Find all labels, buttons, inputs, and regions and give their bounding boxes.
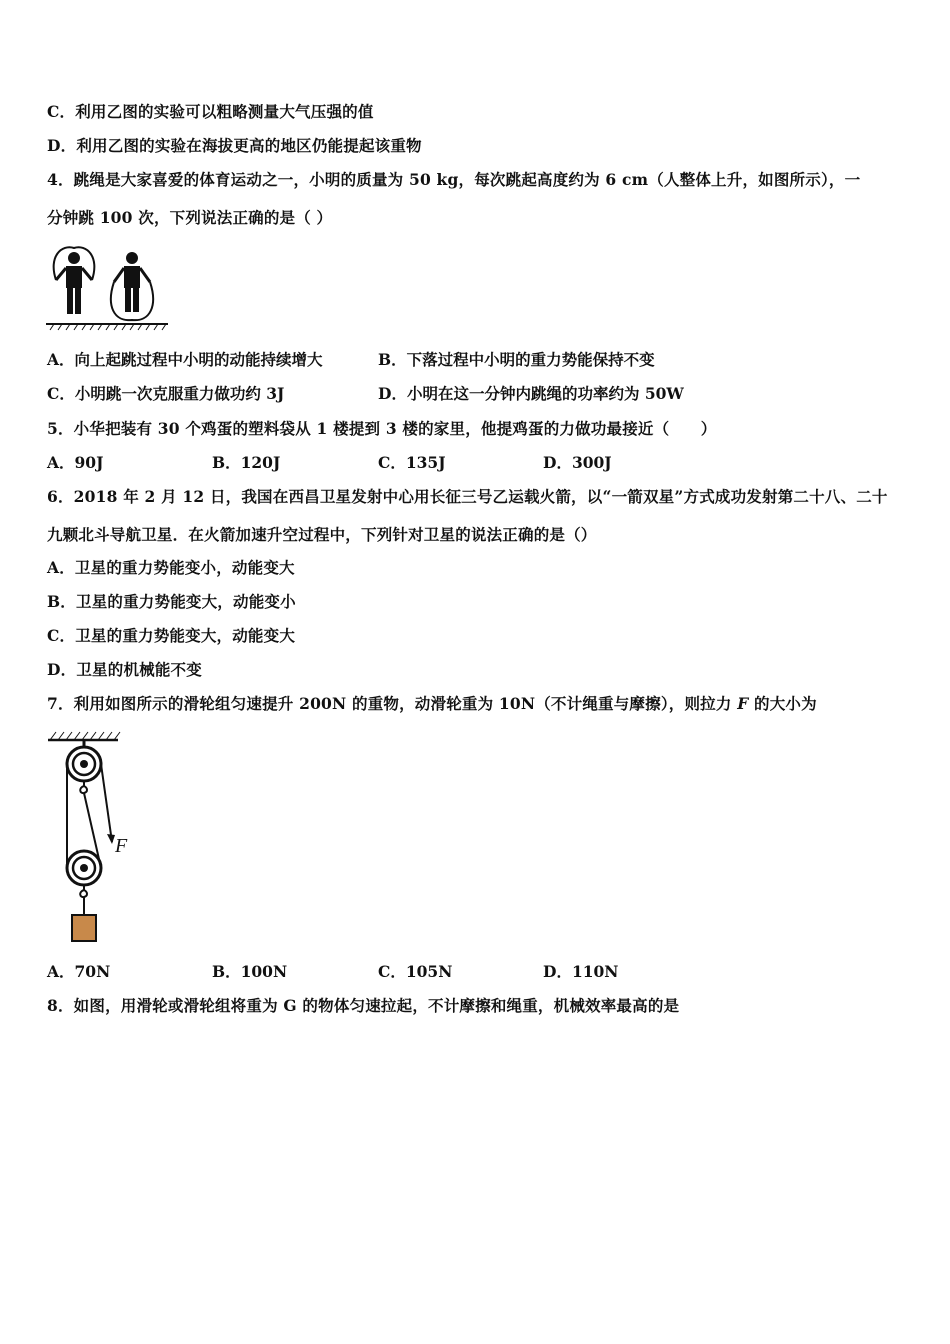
q4-stem-line2: 分钟跳 100 次，下列说法正确的是（ ）	[47, 208, 333, 227]
force-label: F	[115, 835, 128, 857]
q5-stem: 5．小华把装有 30 个鸡蛋的塑料袋从 1 楼提到 3 楼的家里，他提鸡蛋的力做功最接近（ ）	[47, 419, 717, 438]
q4-option-b: B．下落过程中小明的重力势能保持不变	[378, 350, 655, 369]
q6-stem-line2: 九颗北斗导航卫星．在火箭加速升空过程中，下列针对卫星的说法正确的是（）	[47, 525, 597, 544]
q7-stem-after: 的大小为	[748, 694, 817, 713]
jump-rope-figure	[44, 246, 170, 332]
q5-option-d: D．300J	[543, 453, 612, 472]
q7-option-c: C．105N	[378, 962, 453, 981]
pulley-system-figure	[44, 730, 144, 945]
q7-option-a: A．70N	[47, 962, 111, 981]
q5-option-b: B．120J	[212, 453, 281, 472]
q3-option-d: D．利用乙图的实验在海拔更高的地区仍能提起该重物	[47, 136, 422, 155]
q4-option-c: C．小明跳一次克服重力做功约 3J	[47, 384, 285, 403]
q7-option-d: D．110N	[543, 962, 619, 981]
q3-option-c: C．利用乙图的实验可以粗略测量大气压强的值	[47, 102, 374, 121]
q4-stem-line1: 4．跳绳是大家喜爱的体育运动之一，小明的质量为 50 kg，每次跳起高度约为 6 cm（人整体上升，如图所示），一	[47, 170, 861, 189]
q5-option-a: A．90J	[47, 453, 104, 472]
q5-option-c: C．135J	[378, 453, 446, 472]
q6-option-c: C．卫星的重力势能变大，动能变大	[47, 626, 296, 645]
q6-option-d: D．卫星的机械能不变	[47, 660, 202, 679]
q4-option-a: A．向上起跳过程中小明的动能持续增大	[47, 350, 323, 369]
q6-option-b: B．卫星的重力势能变大，动能变小	[47, 592, 296, 611]
q7-option-b: B．100N	[212, 962, 288, 981]
q4-option-d: D．小明在这一分钟内跳绳的功率约为 50W	[378, 384, 684, 403]
q6-option-a: A．卫星的重力势能变小，动能变大	[47, 558, 295, 577]
q7-stem	[47, 693, 817, 715]
q7-stem-var: F	[737, 694, 749, 713]
q7-stem-before: 7．利用如图所示的滑轮组匀速提升 200N 的重物，动滑轮重为 10N（不计绳重与摩擦），则拉力	[47, 694, 738, 713]
q6-stem-line1: 6．2018 年 2 月 12 日，我国在西昌卫星发射中心用长征三号乙运载火箭，以“一箭双星”方式成功发射第二十八、二十	[47, 487, 888, 506]
q8-stem: 8．如图，用滑轮或滑轮组将重为 G 的物体匀速拉起，不计摩擦和绳重，机械效率最高的是	[47, 996, 680, 1015]
